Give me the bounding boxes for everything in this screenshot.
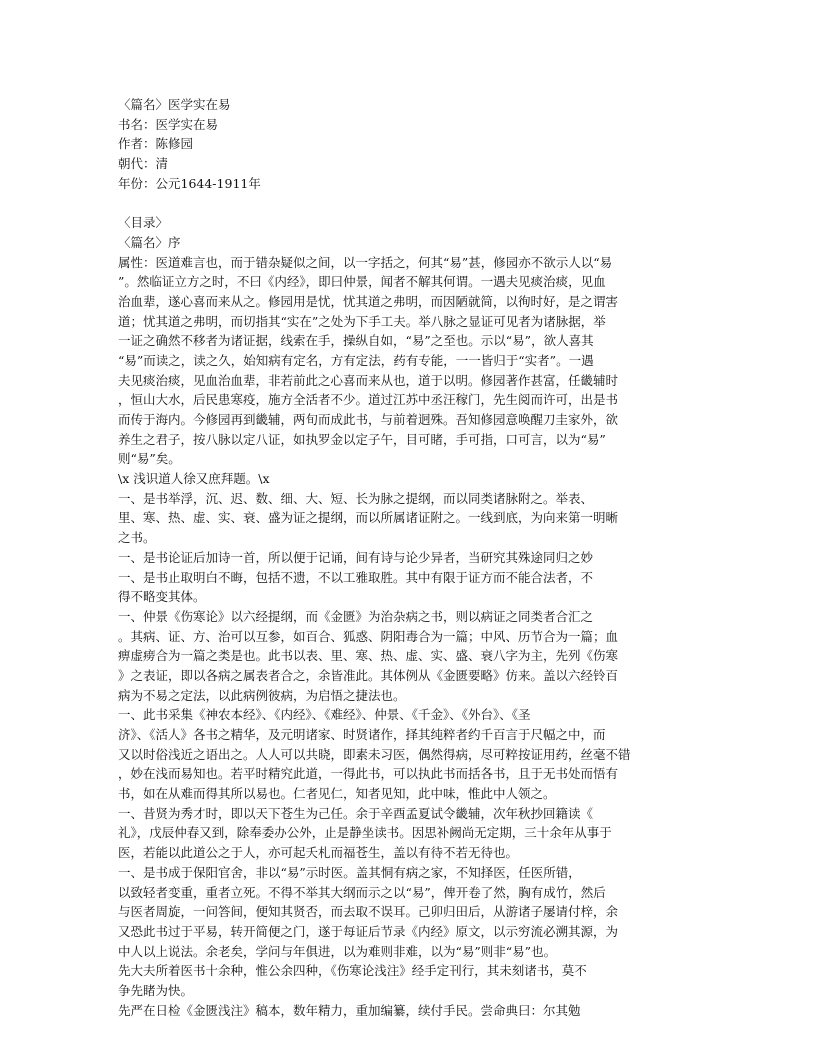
text-line: 属性：医道难言也，而于错杂疑似之间，以一字括之，何其“易”甚，修园亦不欲示人以“易 [118,254,613,270]
text-line: “易”而读之，读之久，始知病有定名，方有定法，药有专能，一一皆归于“实者”。一遇 [118,352,594,368]
text-line: 病为不易之定法，以此病例彼病，为启悟之捷法也。 [118,687,406,703]
text-line: 。其病、证、方、治可以互参，如百合、狐惑、阴阳毒合为一篇；中风、历节合为一篇；血 [118,628,619,644]
text-line: 道；忧其道之弗明，而切指其“实在”之处为下手工夫。举八脉之显证可见者为诸脉据，举 [118,313,606,329]
text-line: 又以时俗浅近之语出之。人人可以共晓，即素未习医，偶然得病，尽可粹按证用药，丝毫不错 [118,746,631,762]
text-line: 以致轻者变重，重者立死。不得不举其大纲而示之以“易”，俾开卷了然，胸有成竹，然后 [118,884,606,900]
author-line: 作者：陈修园 [118,136,194,152]
text-line: 一、是书止取明白不晦，包括不遗，不以工雅取胜。其中有限于证方而不能合法者，不 [118,569,594,585]
text-line: 一、是书举浮，沉、迟、数、细、大、短、长为脉之提纲，而以同类诸脉附之。举表、 [118,490,594,506]
text-line: 一、是书成于保阳官舍，非以“易”示时医。盖其恫有病之家，不知择医，任医所错， [118,864,581,880]
text-line: 夫见痰治痰，见血治血辈，非若前此之心喜而来从也，道于以明。修园著作甚富，任畿辅时 [118,372,619,388]
text-line: 礼》，戊辰仲春又到，除奉委办公外，止是静坐读书。因思补阙尚无定期，三十余年从事于 [118,825,612,841]
text-line: 争先睹为快。 [118,982,194,998]
dynasty-line: 朝代：清 [118,156,169,172]
body-text [118,253,708,1021]
text-line: 得不略变其体。 [118,589,206,605]
text-line: 之书。 [118,530,156,546]
text-line: 》之表证，即以各病之属表者合之，余皆准此。其体例从《金匮要略》仿来。盖以六经铃百 [118,667,619,683]
text-line: 则“易”矣。 [118,451,181,467]
text-line: \x 浅识道人徐又庶拜题。\x [118,471,270,487]
piece-title: 〈篇名〉医学实在易 [118,97,231,112]
text-line: 又恐此书过于平易，转开简便之门，遂于每证后节录《内经》原文，以示穷流必溯其源，为 [118,923,619,939]
text-line: 先严在日检《金匮浅注》稿本，数年精力，重加编纂，续付手民。尝命典曰：尔其勉 [118,1002,581,1018]
text-line: 一、是书论证后加诗一首，所以便于记诵，间有诗与论少异者，当研究其殊途同归之妙 [118,549,594,565]
book-name: 书名：医学实在易 [118,116,219,132]
text-line: ，妙在浅而易知也。若平时精究此道，一得此书，可以执此书而括各书，且于无书处而悟有 [118,766,619,782]
document-page [118,95,708,1020]
text-line: 而传于海内。今修园再到畿辅，两旬而成此书，与前着迥殊。吾知修园意唤醒刀圭家外，欲 [118,412,619,427]
year-line: 年份：公元1644-1911年 [118,175,261,191]
text-line: 先大夫所着医书十余种，惟公余四种，《伤寒论浅注》经手定刊行，其未刻诸书，莫不 [118,963,587,979]
text-line: 济》、《活人》各书之精华，及元明诸家、时贤诸作，择其纯粹者约千百言于尺幅之中，而 [118,727,606,742]
text-line: 痹虚痨合为一篇之类是也。此书以表、里、寒、热、虚、实、盛、衰八字为主，先列《伤寒 [118,648,619,664]
text-line: 中人以上说法。余老矣，学问与年俱进，以为难则非难，以为“易”则非“易”也。 [118,943,557,959]
text-line: 里、寒、热、虚、实、衰、盛为证之提纲，而以所属诸证附之。一线到底，为向来第一明晰 [118,510,619,526]
text-line: 一证之确然不移者为诸证据，线索在手，操纵自如，“易”之至也。示以“易”，欲人喜其 [118,333,594,349]
text-line: 一、此书采集《神农本经》、《内经》、《难经》、仲景、《千金》、《外台》、《圣 [118,707,531,723]
text-line: 医，若能以此道公之于人，亦可起夭札而福苍生，盖以有待不若无待也。 [118,845,519,861]
text-line: ，恒山大水，后民患寒疫，施方全活者不少。道过江苏中丞汪稼门，先生阅而许可，出是书 [118,392,619,408]
text-line: 一、仲景《伤寒论》以六经提纲，而《金匮》为治杂病之书，则以病证之同类者合汇之 [118,608,594,624]
text-line: 与医者周旋，一问答间，便知其贤否，而去取不误耳。己卯归田后，从游诸子屡请付梓，余 [118,904,619,920]
text-line: 养生之君子，按八脉以定八证，如执罗金以定子午，目可睹，手可指，口可言，以为“易” [118,431,606,447]
spacer [118,193,708,213]
text-line: 书，如在从难而得其所以易也。仁者见仁，知者见知，此中味，惟此中人领之。 [118,786,556,802]
text-line: 一、昔贤为秀才时，即以天下苍生为己任。余于辛酉孟夏试令畿辅，次年秋抄回籍读《 [118,805,594,821]
section-title: 〈篇名〉序 [118,234,181,250]
toc-label: 〈目录〉 [118,215,169,231]
text-line: 治血辈，遂心喜而来从之。修园用是忧，忧其道之弗明，而因陋就简，以徇时好，是之谓害 [118,293,619,309]
text-line: ”。然临证立方之时，不曰《内经》，即曰仲景，闻者不解其何谓。一遇夫见痰治痰，见血 [118,274,606,290]
